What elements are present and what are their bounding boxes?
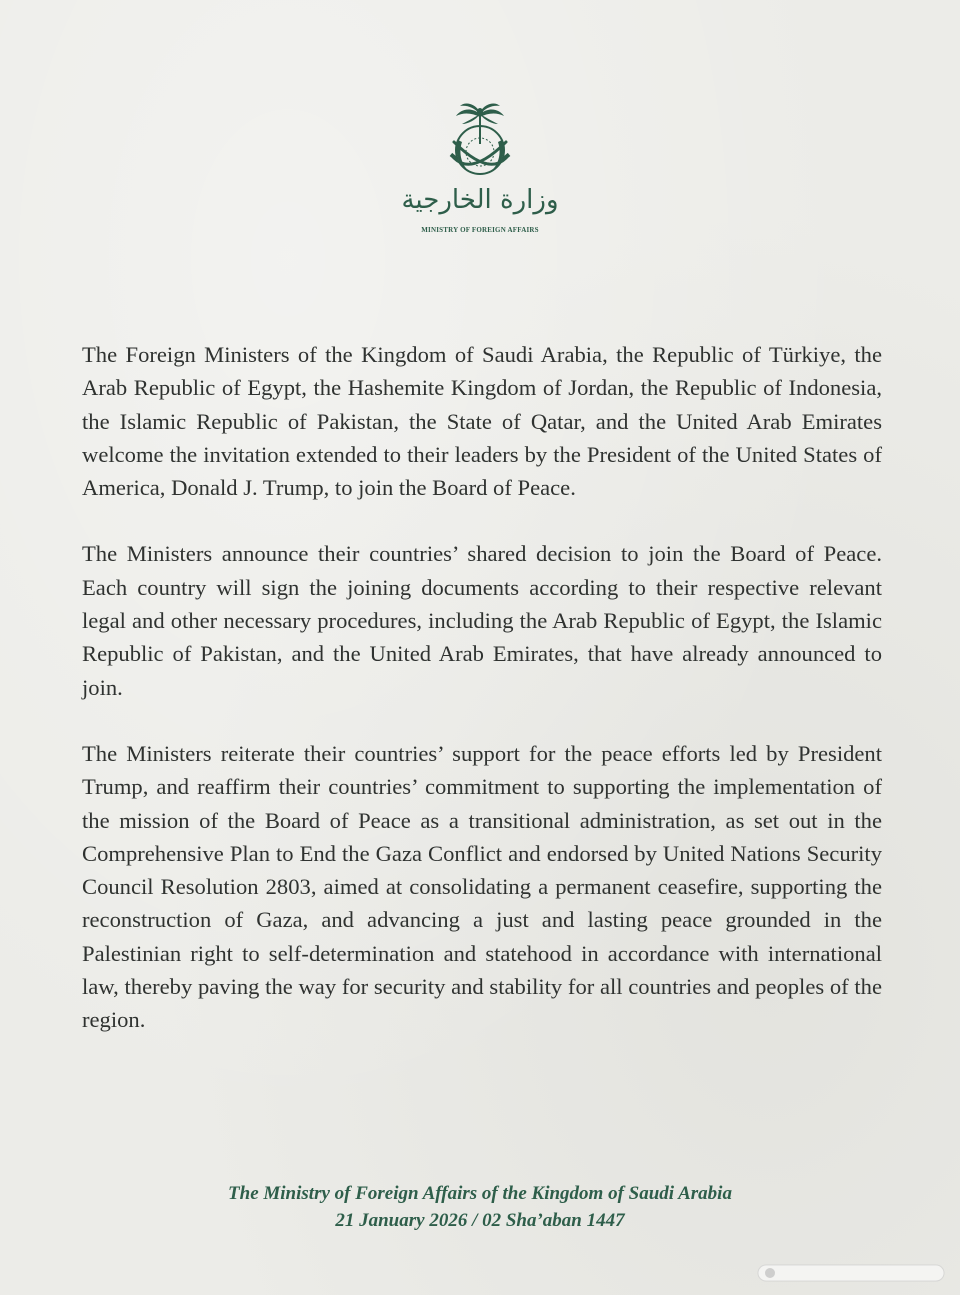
palm-and-swords-icon — [440, 100, 520, 185]
statement-paragraph: The Ministers announce their countries’ shared decision to join the Board of Peace. Each country will sign the joining documents according to their respective relevant legal and other necessary procedures, including the Arab Republic of Egypt, the Islamic Republic of Pakistan, and the United Arab Emirates, that have already announced to join. — [82, 541, 882, 700]
letterhead-emblem — [0, 100, 960, 240]
signature-block — [0, 1180, 960, 1234]
ministry-arabic-title: وزارة الخارجية — [401, 185, 559, 215]
statement-body — [82, 338, 882, 1070]
ministry-english-title: MINISTRY OF FOREIGN AFFAIRS — [421, 226, 539, 234]
watermark-icon — [756, 1262, 946, 1284]
issuer-line: The Ministry of Foreign Affairs of the Kingdom of Saudi Arabia — [228, 1183, 732, 1204]
statement-paragraph: The Ministers reiterate their countries’ support for the peace efforts led by President Trump, and reaffirm their countries’ commitment to supporting the implementation of the mission of the Board of Peace as a transitional administration, as set out in the Comprehensive Plan to End the Gaza Conflict and endorsed by United Nations Security Council Resolution 2803, aimed at consolidating a permanent ceasefire, supporting the reconstruction of Gaza, and advancing a just and lasting peace grounded in the Palestinian right to self-determination and statehood in accordance with international law, thereby paving the way for security and stability for all countries and peoples of the region. — [82, 740, 882, 1033]
statement-paragraph: The Foreign Ministers of the Kingdom of Saudi Arabia, the Republic of Türkiye, the Arab Republic of Egypt, the Hashemite Kingdom of Jordan, the Republic of Indonesia, the Islamic Republic of Pakistan, the State of Qatar, and the United Arab Emirates welcome the invitation extended to their leaders by the President of the United States of America, Donald J. Trump, to join the Board of Peace. — [82, 342, 882, 501]
date-line: 21 January 2026 / 02 Sha’aban 1447 — [335, 1210, 625, 1231]
